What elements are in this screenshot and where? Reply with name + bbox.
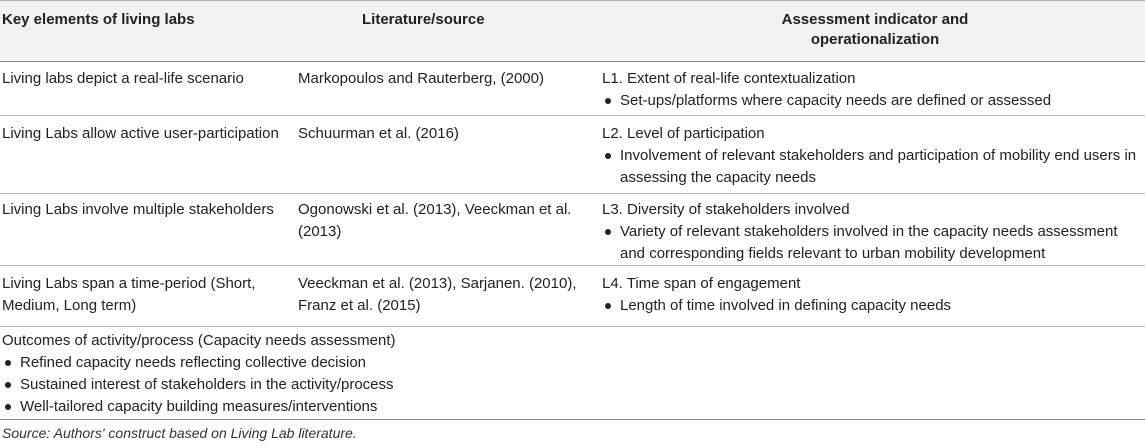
row-source: Schuurman et al. (2016) xyxy=(298,125,459,142)
row-source: Ogonowski et al. (2013), Veeckman et al. (2013) xyxy=(298,201,572,240)
outcomes-title: Outcomes of activity/process (Capacity needs assessment) xyxy=(2,332,396,349)
table-row xyxy=(0,266,1145,327)
row-indicator xyxy=(602,273,1145,317)
outcome-item: Sustained interest of stakeholders in the activity/process xyxy=(2,374,602,396)
row-element: Living labs depict a real-life scenario xyxy=(2,70,244,87)
row-indicator xyxy=(602,199,1145,265)
row-element: Living Labs allow active user-participation xyxy=(2,125,279,142)
row-indicator xyxy=(602,68,1145,112)
table-row xyxy=(0,194,1145,266)
outcomes-section xyxy=(0,327,1145,420)
outcomes-list xyxy=(2,352,602,418)
indicator-bullet: Involvement of relevant stakeholders and participation of mobility end users in assessing the capacity needs xyxy=(602,145,1145,189)
row-source: Veeckman et al. (2013), Sarjanen. (2010), Franz et al. (2015) xyxy=(298,275,577,314)
row-element: Living Labs involve multiple stakeholders xyxy=(2,201,274,218)
indicator-label: L1. Extent of real-life contextualization xyxy=(602,70,856,87)
row-source: Markopoulos and Rauterberg, (2000) xyxy=(298,70,544,87)
source-note: Source: Authors' construct based on Living Lab literature. xyxy=(2,425,357,441)
header-assessment-indicator: Assessment indicator and operationalization xyxy=(781,11,969,48)
indicator-bullet: Set-ups/platforms where capacity needs are defined or assessed xyxy=(602,90,1145,112)
indicator-label: L2. Level of participation xyxy=(602,125,765,142)
row-indicator xyxy=(602,123,1145,189)
header-key-elements: Key elements of living labs xyxy=(2,11,195,28)
table-row xyxy=(0,116,1145,194)
row-element: Living Labs span a time-period (Short, Medium, Long term) xyxy=(2,275,256,314)
indicator-label: L4. Time span of engagement xyxy=(602,275,801,292)
table-header xyxy=(0,0,1145,62)
outcome-item: Refined capacity needs reflecting collective decision xyxy=(2,352,602,374)
indicator-bullet: Length of time involved in defining capacity needs xyxy=(602,295,1145,317)
indicator-bullet: Variety of relevant stakeholders involved in the capacity needs assessment and corresponding fields relevant to urban mobility development xyxy=(602,221,1145,265)
outcome-item: Well-tailored capacity building measures/interventions xyxy=(2,396,602,418)
table-row xyxy=(0,61,1145,116)
header-literature-source: Literature/source xyxy=(362,11,485,28)
indicator-label: L3. Diversity of stakeholders involved xyxy=(602,201,850,218)
